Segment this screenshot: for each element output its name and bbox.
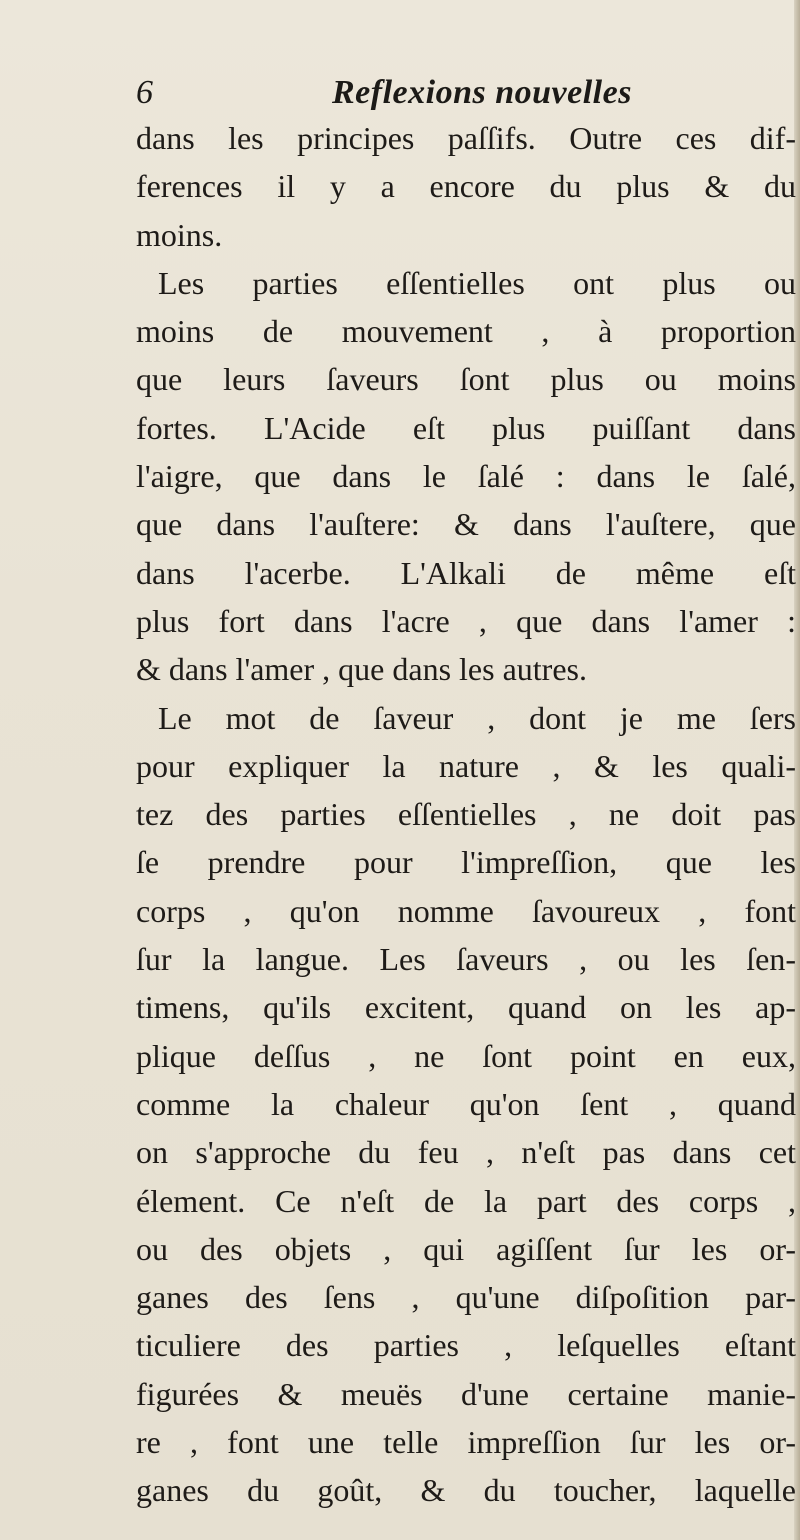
text-line: élement. Ce n'eſt de la part des corps , <box>136 1182 796 1219</box>
body-text <box>136 114 796 1515</box>
text-line: comme la chaleur qu'on ſent , quand <box>136 1085 796 1122</box>
text-line: re , font une telle impreſſion ſur les or- <box>136 1424 796 1461</box>
text-line: Les parties eſſentielles ont plus ou <box>158 264 796 301</box>
text-line: Le mot de ſaveur , dont je me ſers <box>158 699 796 736</box>
text-line: que dans l'auſtere: & dans l'auſtere, que <box>136 506 796 543</box>
text-line: plique deſſus , ne ſont point en eux, <box>136 1037 796 1074</box>
text-line: moins. <box>136 216 223 253</box>
text-line: l'aigre, que dans le ſalé : dans le ſalé, <box>136 458 796 495</box>
text-line: tez des parties eſſentielles , ne doit pas <box>136 796 796 833</box>
page-header <box>136 70 756 116</box>
text-line: ticuliere des parties , leſquelles eſtant <box>136 1327 796 1364</box>
text-line: dans les principes paſſifs. Outre ces dif- <box>136 120 796 156</box>
text-line: plus fort dans l'acre , que dans l'amer : <box>136 602 796 639</box>
text-line: ferences il y a encore du plus & du <box>136 168 796 205</box>
text-line: fortes. L'Acide eſt plus puiſſant dans <box>136 409 796 446</box>
text-line: on s'approche du feu , n'eſt pas dans cet <box>136 1134 796 1171</box>
text-line: moins de mouvement , à proportion <box>136 313 796 350</box>
text-line: ſe prendre pour l'impreſſion, que les <box>136 844 796 881</box>
running-title: Reflexions nouvelles <box>332 74 632 111</box>
page-number: 6 <box>136 74 153 111</box>
text-line: figurées & meuës d'une certaine manie- <box>136 1375 796 1412</box>
text-line: ſur la langue. Les ſaveurs , ou les ſen- <box>136 941 796 978</box>
text-line: timens, qu'ils excitent, quand on les ap- <box>136 989 796 1026</box>
text-line: pour expliquer la nature , & les quali- <box>136 747 796 784</box>
text-line: ganes des ſens , qu'une diſpoſition par- <box>136 1279 796 1316</box>
text-line: & dans l'amer , que dans les autres. <box>136 651 587 688</box>
text-line: dans l'acerbe. L'Alkali de même eſt <box>136 554 796 591</box>
text-line: ou des objets , qui agiſſent ſur les or- <box>136 1230 796 1267</box>
text-line: corps , qu'on nomme ſavoureux , font <box>136 892 796 929</box>
text-line: que leurs ſaveurs ſont plus ou moins <box>136 361 796 398</box>
text-line: ganes du goût, & du toucher, laquelle <box>136 1472 796 1509</box>
